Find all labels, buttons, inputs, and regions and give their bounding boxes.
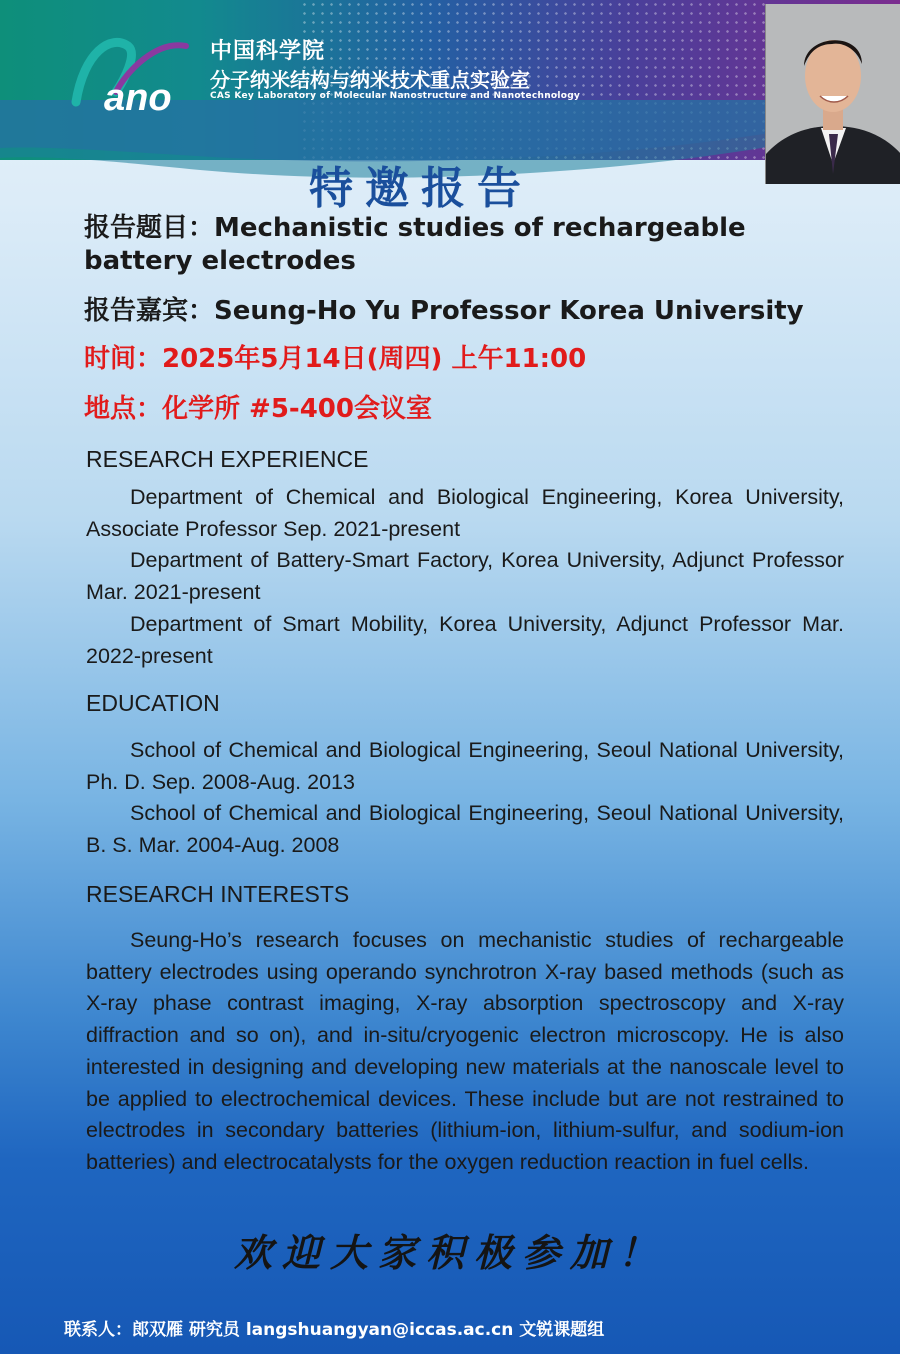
welcome-message: 欢迎大家积极参加！ [233,1230,666,1275]
page-title: 特邀报告 [309,163,533,214]
experience-item: Department of Smart Mobility, Korea University, Adjunct Professor Mar. 2022-present [86,611,844,668]
experience-list [86,482,844,672]
talk-guest: 报告嘉宾：Seung-Ho Yu Professor Korea University [84,296,804,326]
experience-item: Department of Battery-Smart Factory, Korea University, Adjunct Professor Mar. 2021-present [86,548,844,605]
experience-item: Department of Chemical and Biological Engineering, Korea University, Associate Professor Sep. 2021-present [86,485,844,541]
talk-place: 地点：化学所 #5-400会议室 [84,394,432,424]
education-item: School of Chemical and Biological Engineering, Seoul National University, Ph. D. Sep. 2008-Aug. 2013 [86,738,844,794]
institute-name: 中国科学院 [210,39,326,64]
education-item: School of Chemical and Biological Engineering, Seoul National University, B. S. Mar. 2004-Aug. 2008 [86,801,844,858]
education-heading: EDUCATION [86,690,220,716]
talk-time: 时间：2025年5月14日(周四) 上午11:00 [84,344,587,374]
lab-name-english: CAS Key Laboratory of Molecular Nanostructure and Nanotechnology [210,91,581,101]
education-list [86,735,844,862]
interests-text [86,925,844,1179]
experience-heading: RESEARCH EXPERIENCE [86,446,369,472]
talk-topic: 报告题目：Mechanistic studies of rechargeable battery electrodes [84,213,746,276]
nano-logo [66,32,206,118]
logo-text: ano [104,77,172,118]
interests-paragraph: Seung-Ho’s research focuses on mechanistic studies of rechargeable battery electrodes using operando synchrotron X-ray based methods (such as X-ray phase contrast imaging, X-ray absorption spectroscopy and X-ray diffraction and so on), and in-situ/cryogenic electron microscopy. He is also interested in designing and developing new materials at the nanoscale level to be applied to electrochemical devices. These include but are not restrained to electrodes in secondary batteries (lithium-ion, lithium-sulfur, and sodium-ion batteries) and electrocatalysts for the oxygen reduction reaction in fuel cells. [86,928,844,1174]
lab-name: 分子纳米结构与纳米技术重点实验室 [210,68,530,92]
contact-info: 联系人：郎双雁 研究员 langshuangyan@iccas.ac.cn 文锐课题组 [64,1320,605,1340]
interests-heading: RESEARCH INTERESTS [86,881,350,907]
